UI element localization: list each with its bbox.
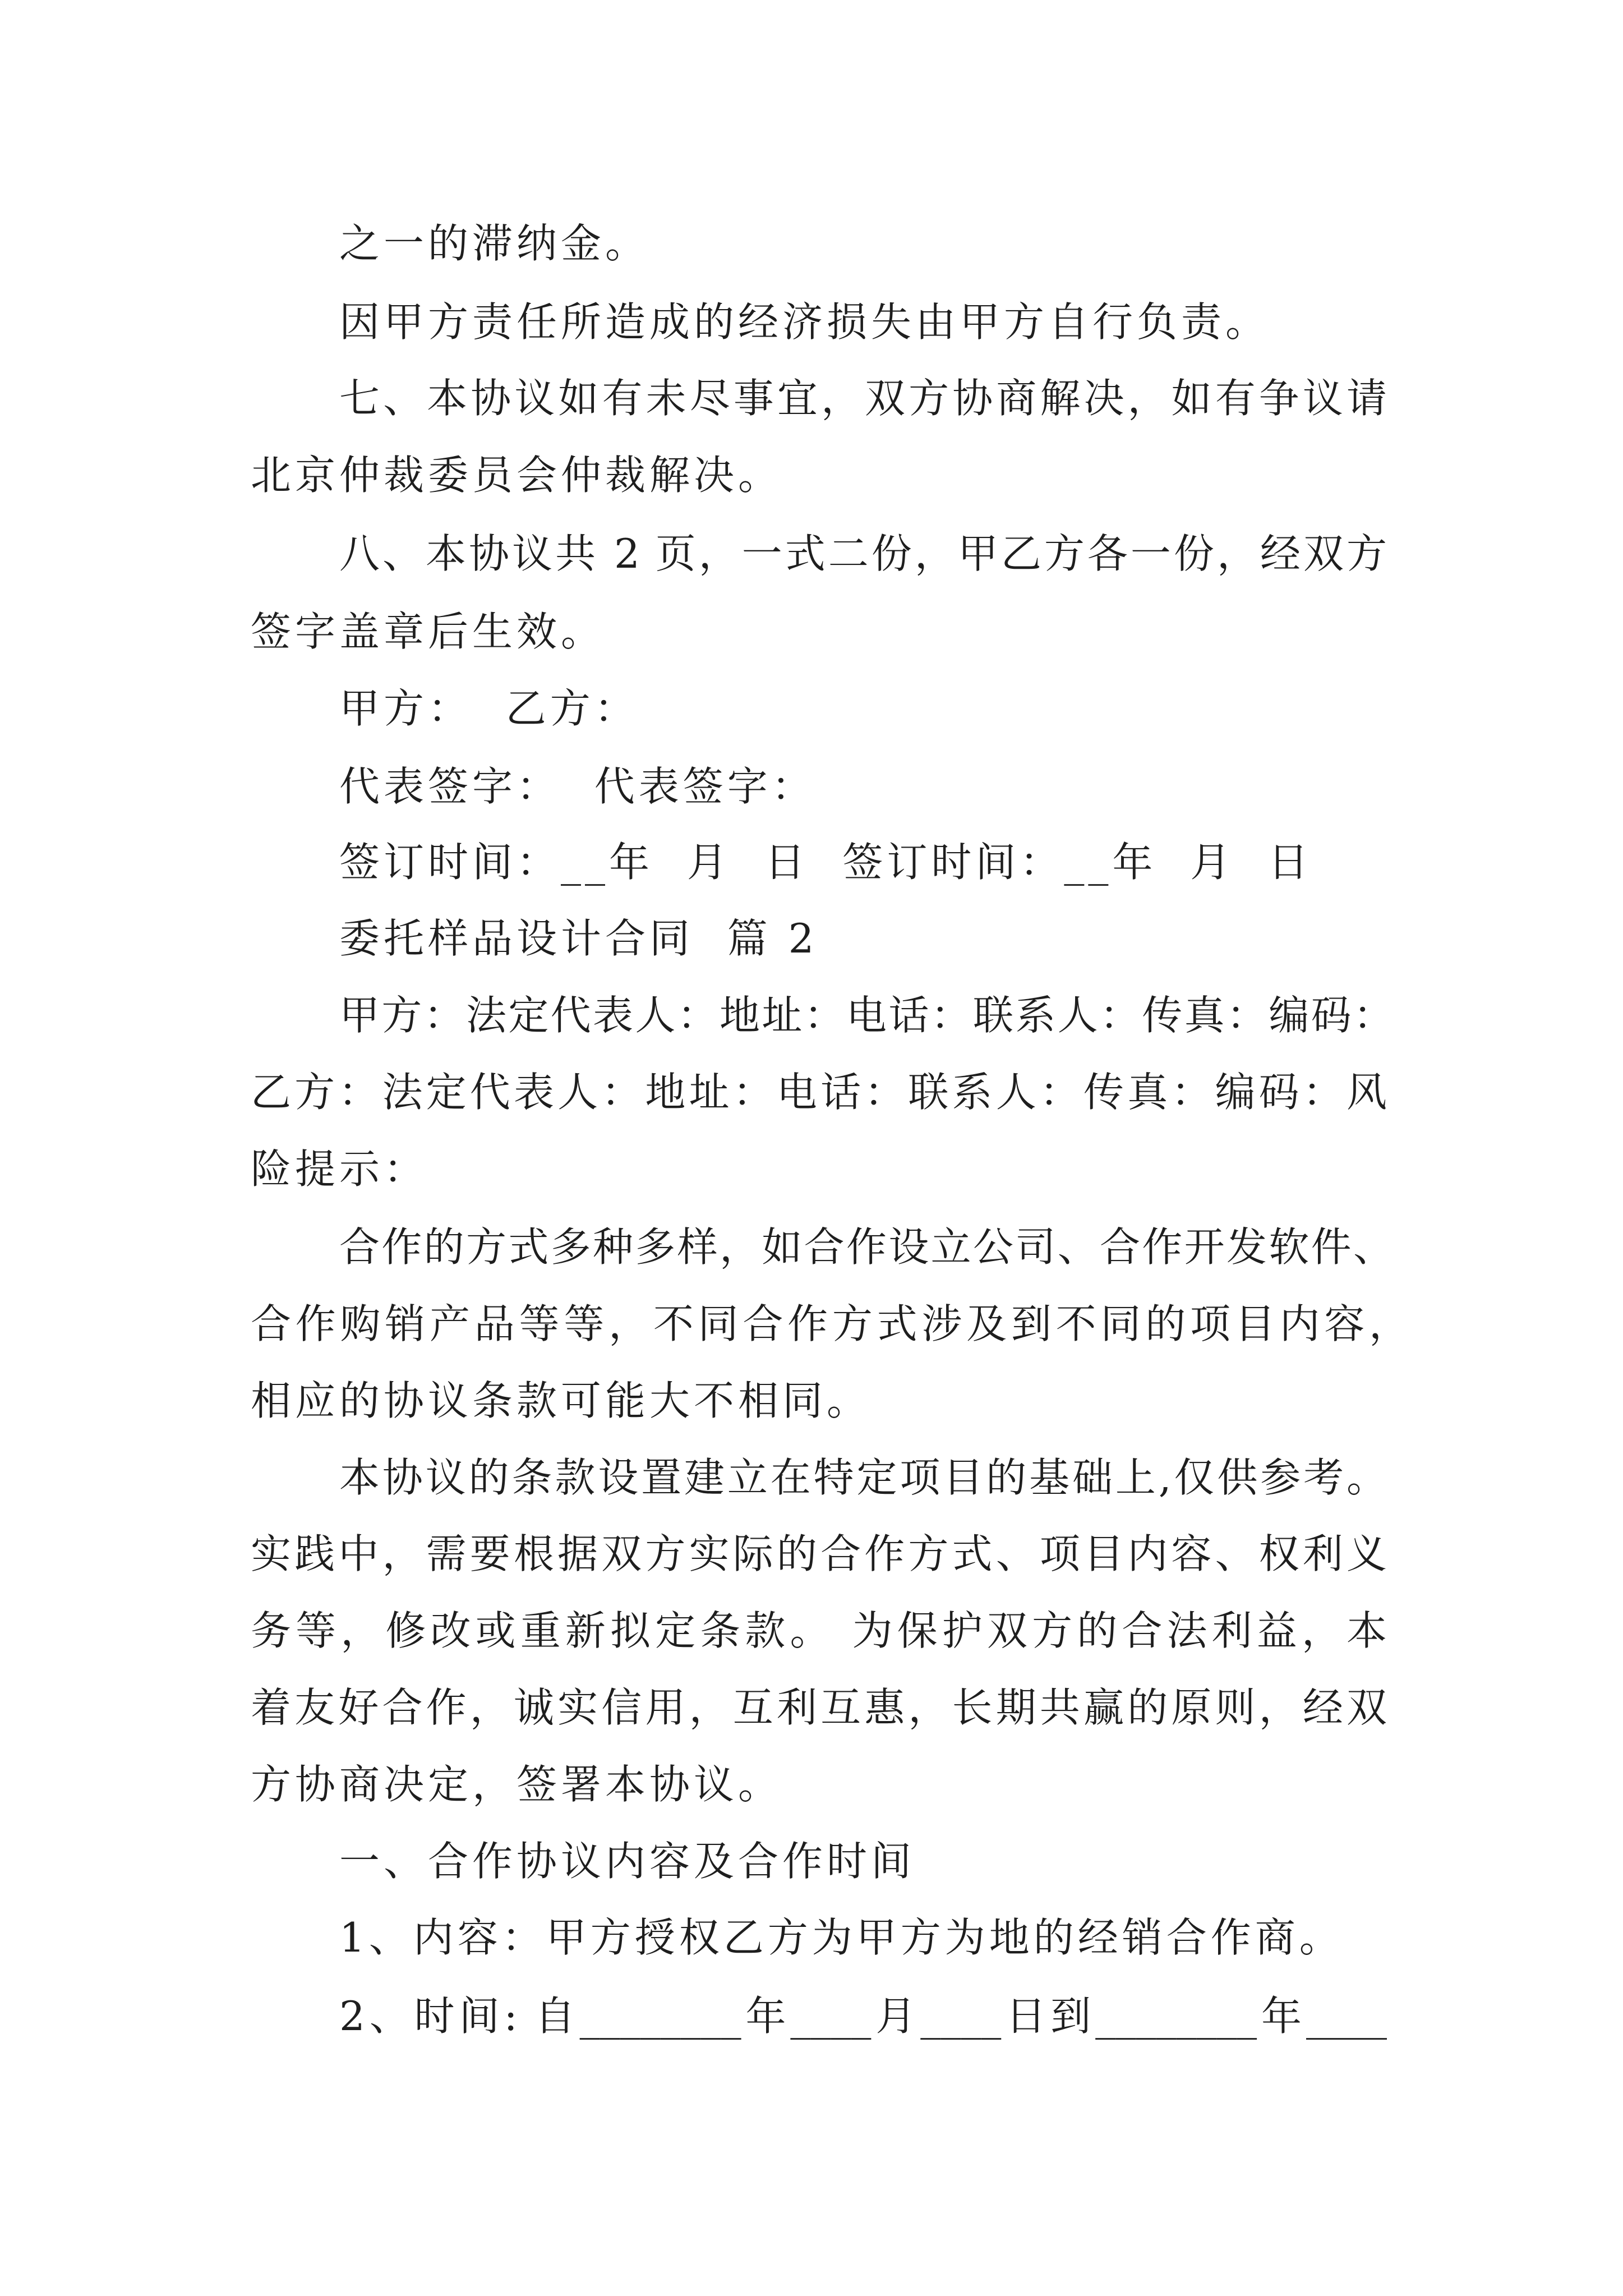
clause-seven-line: 七、本协议如有未尽事宜，双方协商解决，如有争议请	[339, 375, 1387, 422]
representative-signature-line: 代表签字： 代表签字：	[339, 763, 816, 810]
text-line: 本协议的条款设置建立在特定项目的基础上,仅供参考。	[339, 1454, 1387, 1501]
clause-eight-line: 八、本协议共 2 页，一式二份，甲乙方各一份，经双方	[339, 530, 1387, 577]
party-signature-line: 甲方： 乙方：	[339, 685, 639, 732]
text-line: 1、内容：甲方授权乙方为甲方为地的经销合作商。	[339, 1914, 1344, 1961]
text-line: 实践中，需要根据双方实际的合作方式、项目内容、权利义	[251, 1530, 1387, 1577]
text-line: 方协商决定，签署本协议。	[251, 1761, 783, 1808]
text-line: 务等，修改或重新拟定条款。 为保护双方的合法利益，本	[251, 1607, 1387, 1654]
document-title: 委托样品设计合同 篇 2	[339, 915, 818, 962]
text-line: 签字盖章后生效。	[251, 608, 606, 655]
risk-notice-label: 险提示：	[251, 1145, 428, 1193]
text-line: 合作购销产品等等，不同合作方式涉及到不同的项目内容，	[251, 1300, 1409, 1347]
clause-heading: 一、合作协议内容及合作时间	[339, 1838, 916, 1885]
term-date-line: 2、时间: 自________年____月____日到________年____	[339, 1993, 1387, 2040]
text-line: 之一的滞纳金。	[339, 220, 650, 267]
text-line: 合作的方式多种多样，如合作设立公司、合作开发软件、	[339, 1223, 1394, 1271]
text-line: 着友好合作，诚实信用，互利互惠，长期共赢的原则，经双	[251, 1684, 1387, 1731]
text-line: 北京仲裁委员会仲裁解决。	[251, 452, 783, 499]
text-line: 因甲方责任所造成的经济损失由甲方自行负责。	[339, 298, 1270, 346]
signing-date-line: 签订时间：__年 月 日 签订时间：__年 月 日	[339, 839, 1312, 886]
party-a-info-line: 甲方：法定代表人：地址：电话：联系人：传真：编码：	[339, 992, 1394, 1039]
text-line: 相应的协议条款可能大不相同。	[251, 1377, 872, 1424]
party-b-info-line: 乙方：法定代表人：地址：电话：联系人：传真：编码：风	[251, 1069, 1387, 1116]
